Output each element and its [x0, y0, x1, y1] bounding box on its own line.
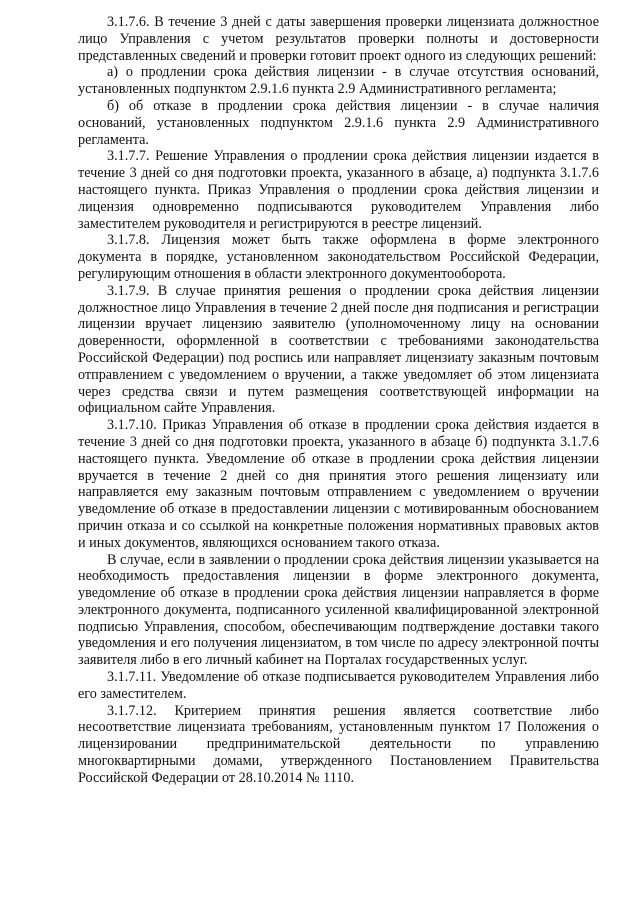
paragraph-option-b: б) об отказе в продлении срока действия лицензии - в случае наличия оснований, установленных подпунктом 2.9.1.6 пункта 2.9 Административного регламента. — [78, 97, 599, 148]
paragraph-3-1-7-11: 3.1.7.11. Уведомление об отказе подписывается руководителем Управления либо его заместителем. — [78, 669, 599, 702]
paragraph-option-a: а) о продлении срока действия лицензии - в случае отсутствия оснований, установленных подпунктом 2.9.1.6 пункта 2.9 Административного регламента; — [78, 64, 599, 98]
paragraph-3-1-7-6: 3.1.7.6. В течение 3 дней с даты завершения проверки лицензиата должностное лицо Управления с учетом результатов проверки полноты и достоверности представленных сведений и проверки готовит проект одного из следующих решений: — [78, 14, 599, 64]
document-page — [78, 14, 599, 787]
paragraph-electronic-notice: В случае, если в заявлении о продлении срока действия лицензии указывается на необходимость предоставления лицензии в форме электронного документа, уведомление об отказе в продлении срока действия лицензии направляется в форме электронного документа, подписанного усиленной квалифицированной электронной подписью Управления, способом, обеспечивающим подтверждение доставки такого уведомления и его получения лицензиатом, в том числе по адресу электронной почты заявителя либо в его личный кабинет на Порталах государственных услуг. — [78, 551, 599, 669]
paragraph-3-1-7-12: 3.1.7.12. Критерием принятия решения является соответствие либо несоответствие лицензиата требованиям, установленным пунктом 17 Положения о лицензировании предпринимательской деятельности по управлению многоквартирными домами, утвержденного Постановлением Правительства Российской Федерации от 28.10.2014 № 1110. — [78, 702, 599, 786]
paragraph-3-1-7-10: 3.1.7.10. Приказ Управления об отказе в продлении срока действия издается в течение 3 дней со дня подготовки проекта, указанного в абзаце б) подпункта 3.1.7.6 настоящего пункта. Уведомление об отказе в продлении срока действия лицензии вручается в течение 2 дней со дня принятия этого решения лицензиату или направляется ему заказным почтовым отправлением с уведомлением о вручении уведомление об отказе в предоставлении лицензии с мотивированным обоснованием причин отказа и со ссылкой на конкретные положения нормативных правовых актов и иных документов, являющихся основанием такого отказа. — [78, 417, 599, 551]
paragraph-3-1-7-7: 3.1.7.7. Решение Управления о продлении срока действия лицензии издается в течение 3 дней со дня подготовки проекта, указанного в абзаце, а) подпункта 3.1.7.6 настоящего пункта. Приказ Управления о продлении срока действия лицензии и лицензия одновременно подписываются руководителем Управления либо заместителем руководителя и регистрируются в реестре лицензий. — [78, 148, 599, 232]
paragraph-3-1-7-8: 3.1.7.8. Лицензия может быть также оформлена в форме электронного документа в порядке, установленном законодательством Российской Федерации, регулирующим отношения в области электронного документооборота. — [78, 232, 599, 282]
paragraph-3-1-7-9: 3.1.7.9. В случае принятия решения о продлении срока действия лицензии должностное лицо Управления в течение 2 дней после дня подписания и регистрации лицензии вручает лицензию заявителю (уполномоченному лицу на основании доверенности, оформленной в соответствии с требованиями законодательства Российской Федерации) под роспись или направляет лицензиату заказным почтовым отправлением с уведомлением о вручении, а также уведомляет об этом лицензиата через средства связи и путем размещения соответствующей информации на официальном сайте Управления. — [78, 282, 599, 417]
